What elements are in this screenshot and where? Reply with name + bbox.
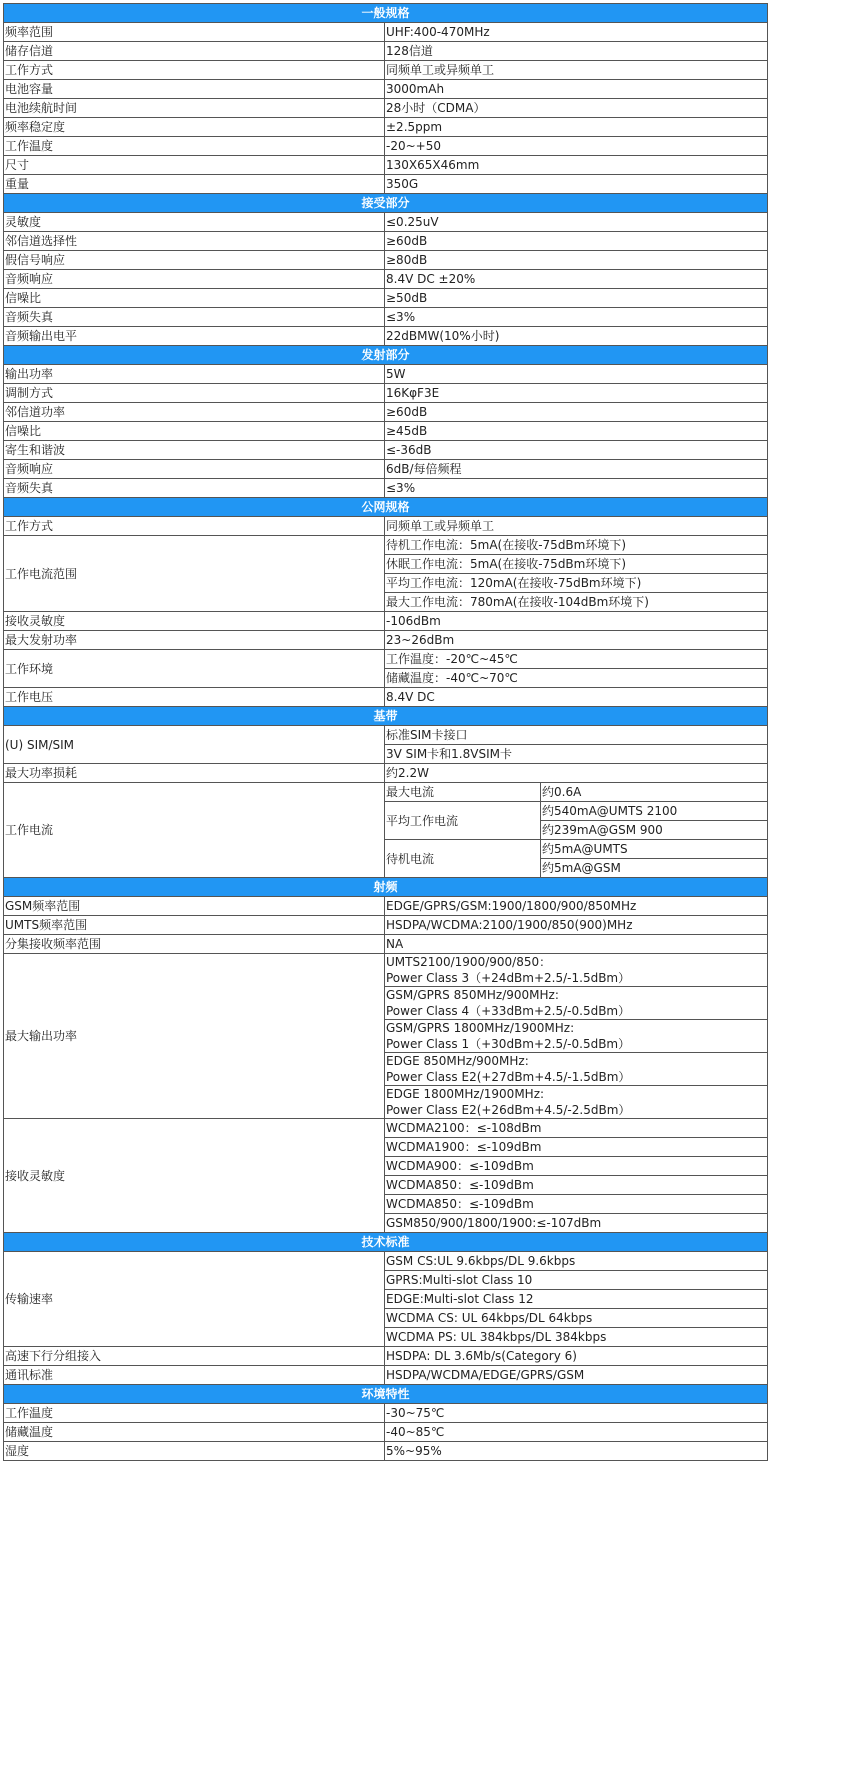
section-header-row bbox=[4, 1233, 768, 1252]
section-header-row bbox=[4, 194, 768, 213]
spec-value: 8.4V DC bbox=[385, 688, 768, 707]
spec-value: WCDMA2100：≤-108dBm bbox=[385, 1119, 768, 1138]
table-row bbox=[4, 650, 768, 669]
table-row bbox=[4, 403, 768, 422]
spec-label: 储存信道 bbox=[4, 42, 385, 61]
spec-label: 邻信道选择性 bbox=[4, 232, 385, 251]
spec-value: ±2.5ppm bbox=[385, 118, 768, 137]
table-row bbox=[4, 80, 768, 99]
table-row bbox=[4, 384, 768, 403]
spec-value: 平均工作电流：120mA(在接收-75dBm环境下) bbox=[385, 574, 768, 593]
spec-label: 分集接收频率范围 bbox=[4, 935, 385, 954]
power-class-cell bbox=[385, 1053, 768, 1086]
spec-label: 重量 bbox=[4, 175, 385, 194]
spec-value: 350G bbox=[385, 175, 768, 194]
spec-value: WCDMA900：≤-109dBm bbox=[385, 1157, 768, 1176]
table-row bbox=[4, 232, 768, 251]
power-class-line: GSM/GPRS 850MHz/900MHz: bbox=[386, 988, 559, 1002]
spec-value: ≥45dB bbox=[385, 422, 768, 441]
spec-value: 130X65X46mm bbox=[385, 156, 768, 175]
spec-label: (U) SIM/SIM bbox=[4, 726, 385, 764]
spec-label: 调制方式 bbox=[4, 384, 385, 403]
table-row bbox=[4, 1347, 768, 1366]
spec-value: 储藏温度：-40℃~70℃ bbox=[385, 669, 768, 688]
spec-value: WCDMA1900：≤-109dBm bbox=[385, 1138, 768, 1157]
table-row bbox=[4, 327, 768, 346]
spec-value: 约239mA@GSM 900 bbox=[541, 821, 768, 840]
spec-label: 最大功率损耗 bbox=[4, 764, 385, 783]
spec-label: 频率稳定度 bbox=[4, 118, 385, 137]
spec-value: GSM CS:UL 9.6kbps/DL 9.6kbps bbox=[385, 1252, 768, 1271]
table-row bbox=[4, 23, 768, 42]
table-row bbox=[4, 251, 768, 270]
spec-value: WCDMA PS: UL 384kbps/DL 384kbps bbox=[385, 1328, 768, 1347]
power-class-line: Power Class 4（+33dBm+2.5/-0.5dBm） bbox=[386, 1004, 631, 1018]
spec-value: ≥80dB bbox=[385, 251, 768, 270]
spec-label: 音频失真 bbox=[4, 308, 385, 327]
spec-value: WCDMA850：≤-109dBm bbox=[385, 1195, 768, 1214]
spec-value: ≤3% bbox=[385, 479, 768, 498]
table-row bbox=[4, 612, 768, 631]
power-class-line: UMTS2100/1900/900/850： bbox=[386, 955, 552, 969]
section-header: 技术标准 bbox=[4, 1233, 768, 1252]
spec-label: 电池续航时间 bbox=[4, 99, 385, 118]
table-row bbox=[4, 175, 768, 194]
table-row bbox=[4, 1119, 768, 1138]
spec-value: GSM850/900/1800/1900:≤-107dBm bbox=[385, 1214, 768, 1233]
spec-label: 音频输出电平 bbox=[4, 327, 385, 346]
table-row bbox=[4, 1442, 768, 1461]
spec-value: 128信道 bbox=[385, 42, 768, 61]
spec-label: 湿度 bbox=[4, 1442, 385, 1461]
spec-value: 5%~95% bbox=[385, 1442, 768, 1461]
spec-value: HSDPA/WCDMA:2100/1900/850(900)MHz bbox=[385, 916, 768, 935]
power-class-line: Power Class 3（+24dBm+2.5/-1.5dBm） bbox=[386, 971, 631, 985]
table-row bbox=[4, 441, 768, 460]
spec-value: 约2.2W bbox=[385, 764, 768, 783]
section-header: 环境特性 bbox=[4, 1385, 768, 1404]
spec-label: 高速下行分组接入 bbox=[4, 1347, 385, 1366]
section-header-row bbox=[4, 878, 768, 897]
spec-value: GPRS:Multi-slot Class 10 bbox=[385, 1271, 768, 1290]
spec-label: 工作方式 bbox=[4, 517, 385, 536]
table-row bbox=[4, 308, 768, 327]
table-row bbox=[4, 935, 768, 954]
spec-label: 工作电流 bbox=[4, 783, 385, 878]
table-row bbox=[4, 783, 768, 802]
table-row bbox=[4, 631, 768, 650]
spec-value: 约0.6A bbox=[541, 783, 768, 802]
spec-label: 工作环境 bbox=[4, 650, 385, 688]
spec-value: 3000mAh bbox=[385, 80, 768, 99]
spec-value: 工作温度：-20℃~45℃ bbox=[385, 650, 768, 669]
spec-value: 3V SIM卡和1.8VSIM卡 bbox=[385, 745, 768, 764]
table-row bbox=[4, 536, 768, 555]
spec-value: 约5mA@UMTS bbox=[541, 840, 768, 859]
spec-value: 28小时（CDMA） bbox=[385, 99, 768, 118]
spec-label: 音频失真 bbox=[4, 479, 385, 498]
table-row bbox=[4, 137, 768, 156]
spec-label: 电池容量 bbox=[4, 80, 385, 99]
current-group-name: 平均工作电流 bbox=[385, 802, 541, 840]
spec-value: ≤-36dB bbox=[385, 441, 768, 460]
spec-label: 尺寸 bbox=[4, 156, 385, 175]
spec-value: 22dBMW(10%小时) bbox=[385, 327, 768, 346]
table-row bbox=[4, 916, 768, 935]
table-row bbox=[4, 42, 768, 61]
spec-label: 工作电压 bbox=[4, 688, 385, 707]
spec-value: -40~85℃ bbox=[385, 1423, 768, 1442]
table-row bbox=[4, 1404, 768, 1423]
section-header-row bbox=[4, 346, 768, 365]
table-row bbox=[4, 118, 768, 137]
section-header: 接受部分 bbox=[4, 194, 768, 213]
spec-label: 通讯标准 bbox=[4, 1366, 385, 1385]
table-row bbox=[4, 289, 768, 308]
spec-label: 灵敏度 bbox=[4, 213, 385, 232]
spec-value: 同频单工或异频单工 bbox=[385, 61, 768, 80]
spec-value: -30~75℃ bbox=[385, 1404, 768, 1423]
table-row bbox=[4, 422, 768, 441]
table-row bbox=[4, 688, 768, 707]
spec-label: 工作温度 bbox=[4, 1404, 385, 1423]
table-row bbox=[4, 479, 768, 498]
spec-label: 频率范围 bbox=[4, 23, 385, 42]
section-header-row bbox=[4, 707, 768, 726]
table-row bbox=[4, 61, 768, 80]
spec-label: 最大发射功率 bbox=[4, 631, 385, 650]
power-class-cell bbox=[385, 987, 768, 1020]
power-class-cell bbox=[385, 1086, 768, 1119]
table-row bbox=[4, 954, 768, 987]
spec-label: 信噪比 bbox=[4, 422, 385, 441]
spec-value: ≥60dB bbox=[385, 232, 768, 251]
spec-value: 5W bbox=[385, 365, 768, 384]
table-row bbox=[4, 897, 768, 916]
table-row bbox=[4, 270, 768, 289]
spec-label: 音频响应 bbox=[4, 460, 385, 479]
spec-value: HSDPA: DL 3.6Mb/s(Category 6) bbox=[385, 1347, 768, 1366]
table-row bbox=[4, 213, 768, 232]
power-class-line: Power Class E2(+27dBm+4.5/-1.5dBm） bbox=[386, 1070, 631, 1084]
table-row bbox=[4, 764, 768, 783]
spec-value: 23~26dBm bbox=[385, 631, 768, 650]
table-row bbox=[4, 726, 768, 745]
spec-label: 信噪比 bbox=[4, 289, 385, 308]
spec-label: 传输速率 bbox=[4, 1252, 385, 1347]
power-class-line: Power Class 1（+30dBm+2.5/-0.5dBm） bbox=[386, 1037, 631, 1051]
spec-label: 接收灵敏度 bbox=[4, 1119, 385, 1233]
spec-value: HSDPA/WCDMA/EDGE/GPRS/GSM bbox=[385, 1366, 768, 1385]
section-header: 射频 bbox=[4, 878, 768, 897]
spec-value: 最大工作电流：780mA(在接收-104dBm环境下) bbox=[385, 593, 768, 612]
spec-value: -106dBm bbox=[385, 612, 768, 631]
spec-value: 同频单工或异频单工 bbox=[385, 517, 768, 536]
spec-value: EDGE/GPRS/GSM:1900/1800/900/850MHz bbox=[385, 897, 768, 916]
table-row bbox=[4, 365, 768, 384]
section-header: 发射部分 bbox=[4, 346, 768, 365]
spec-value: UHF:400-470MHz bbox=[385, 23, 768, 42]
spec-value: WCDMA850：≤-109dBm bbox=[385, 1176, 768, 1195]
spec-value: ≤0.25uV bbox=[385, 213, 768, 232]
spec-value: WCDMA CS: UL 64kbps/DL 64kbps bbox=[385, 1309, 768, 1328]
spec-label: 工作方式 bbox=[4, 61, 385, 80]
section-header: 基带 bbox=[4, 707, 768, 726]
spec-value: 8.4V DC ±20% bbox=[385, 270, 768, 289]
spec-table-body bbox=[4, 4, 768, 1461]
spec-label: 邻信道功率 bbox=[4, 403, 385, 422]
spec-label: 寄生和谐波 bbox=[4, 441, 385, 460]
spec-sheet bbox=[3, 3, 767, 1461]
section-header-row bbox=[4, 1385, 768, 1404]
spec-label: 输出功率 bbox=[4, 365, 385, 384]
spec-label: GSM频率范围 bbox=[4, 897, 385, 916]
spec-label: 储藏温度 bbox=[4, 1423, 385, 1442]
table-row bbox=[4, 1366, 768, 1385]
table-row bbox=[4, 1252, 768, 1271]
section-header-row bbox=[4, 4, 768, 23]
spec-label: UMTS频率范围 bbox=[4, 916, 385, 935]
spec-label: 最大输出功率 bbox=[4, 954, 385, 1119]
spec-value: 6dB/每倍频程 bbox=[385, 460, 768, 479]
table-row bbox=[4, 1423, 768, 1442]
table-row bbox=[4, 99, 768, 118]
section-header: 公网规格 bbox=[4, 498, 768, 517]
power-class-cell bbox=[385, 1020, 768, 1053]
spec-label: 音频响应 bbox=[4, 270, 385, 289]
spec-value: 待机工作电流：5mA(在接收-75dBm环境下) bbox=[385, 536, 768, 555]
spec-label: 工作电流范围 bbox=[4, 536, 385, 612]
power-class-line: GSM/GPRS 1800MHz/1900MHz: bbox=[386, 1021, 575, 1035]
power-class-cell bbox=[385, 954, 768, 987]
spec-label: 假信号响应 bbox=[4, 251, 385, 270]
current-group-name: 最大电流 bbox=[385, 783, 541, 802]
table-row bbox=[4, 517, 768, 536]
spec-value: 约540mA@UMTS 2100 bbox=[541, 802, 768, 821]
spec-table bbox=[3, 3, 768, 1461]
section-header: 一般规格 bbox=[4, 4, 768, 23]
spec-label: 工作温度 bbox=[4, 137, 385, 156]
power-class-line: EDGE 850MHz/900MHz: bbox=[386, 1054, 529, 1068]
power-class-line: EDGE 1800MHz/1900MHz: bbox=[386, 1087, 545, 1101]
spec-value: 休眠工作电流：5mA(在接收-75dBm环境下) bbox=[385, 555, 768, 574]
power-class-line: Power Class E2(+26dBm+4.5/-2.5dBm） bbox=[386, 1103, 631, 1117]
spec-value: ≤3% bbox=[385, 308, 768, 327]
spec-value: NA bbox=[385, 935, 768, 954]
table-row bbox=[4, 156, 768, 175]
section-header-row bbox=[4, 498, 768, 517]
spec-value: ≥50dB bbox=[385, 289, 768, 308]
spec-label: 接收灵敏度 bbox=[4, 612, 385, 631]
spec-value: -20~+50 bbox=[385, 137, 768, 156]
spec-value: 16KφF3E bbox=[385, 384, 768, 403]
table-row bbox=[4, 460, 768, 479]
spec-value: EDGE:Multi-slot Class 12 bbox=[385, 1290, 768, 1309]
spec-value: 标准SIM卡接口 bbox=[385, 726, 768, 745]
spec-value: ≥60dB bbox=[385, 403, 768, 422]
current-group-name: 待机电流 bbox=[385, 840, 541, 878]
spec-value: 约5mA@GSM bbox=[541, 859, 768, 878]
